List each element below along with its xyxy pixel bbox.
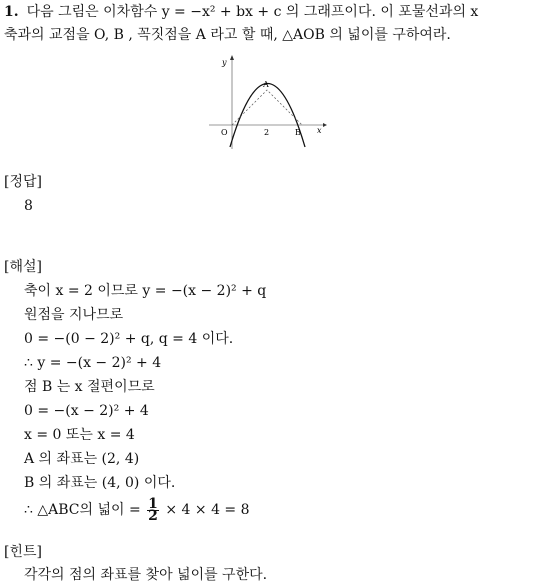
parabola-curve (230, 84, 305, 148)
explanation-line: 0 = −(x − 2)² + 4 (24, 403, 149, 419)
explanation-line: 점 B 는 x 절편이므로 (24, 379, 155, 395)
problem-text-1: 다음 그림은 이차함수 y = −x² + bx + c 의 그래프이다. 이 포물선과의 x (26, 4, 479, 20)
fraction-one-half (147, 495, 159, 524)
area-formula-line (24, 495, 250, 524)
triangle-aob (232, 90, 302, 125)
explanation-line: 원점을 지나므로 (24, 307, 124, 323)
explanation-line: B 의 좌표는 (4, 0) 이다. (24, 475, 176, 491)
parabola-figure (205, 52, 330, 152)
problem-number: 1. (4, 4, 19, 20)
x-axis-arrow (323, 123, 327, 127)
fraction-denominator: 2 (148, 507, 158, 524)
y-axis-label: y (222, 58, 227, 67)
explanation-line: ∴ y = −(x − 2)² + 4 (24, 355, 162, 371)
problem-line-2: 축과의 교점을 O, B , 꼭짓점을 A 라고 할 때, △AOB 의 넓이를 구하여라. (4, 27, 451, 43)
point-b-label: B (295, 128, 301, 137)
hint-header: [힌트] (4, 544, 42, 560)
explanation-header: [해설] (4, 259, 42, 275)
explanation-line: A 의 좌표는 (2, 4) (24, 451, 140, 467)
explanation-line: 0 = −(0 − 2)² + q, q = 4 이다. (24, 331, 234, 347)
hint-text: 각각의 점의 좌표를 찾아 넓이를 구한다. (24, 567, 268, 583)
answer-value: 8 (24, 198, 33, 214)
point-a-label: A (263, 80, 269, 89)
point-o-label: O (221, 128, 228, 137)
explanation-line: x = 0 또는 x = 4 (24, 427, 135, 443)
x-axis-label: x (317, 126, 322, 135)
fraction-numerator: 1 (148, 495, 158, 512)
explanation-line: 축이 x = 2 이므로 y = −(x − 2)² + q (24, 283, 267, 299)
y-axis-arrow (230, 55, 234, 60)
area-suffix: × 4 × 4 = 8 (165, 502, 250, 518)
answer-header: [정답] (4, 174, 42, 190)
problem-line-1 (4, 3, 478, 21)
area-prefix: ∴ △ABC의 넓이 = (24, 502, 141, 518)
tick-label-2: 2 (264, 128, 270, 137)
